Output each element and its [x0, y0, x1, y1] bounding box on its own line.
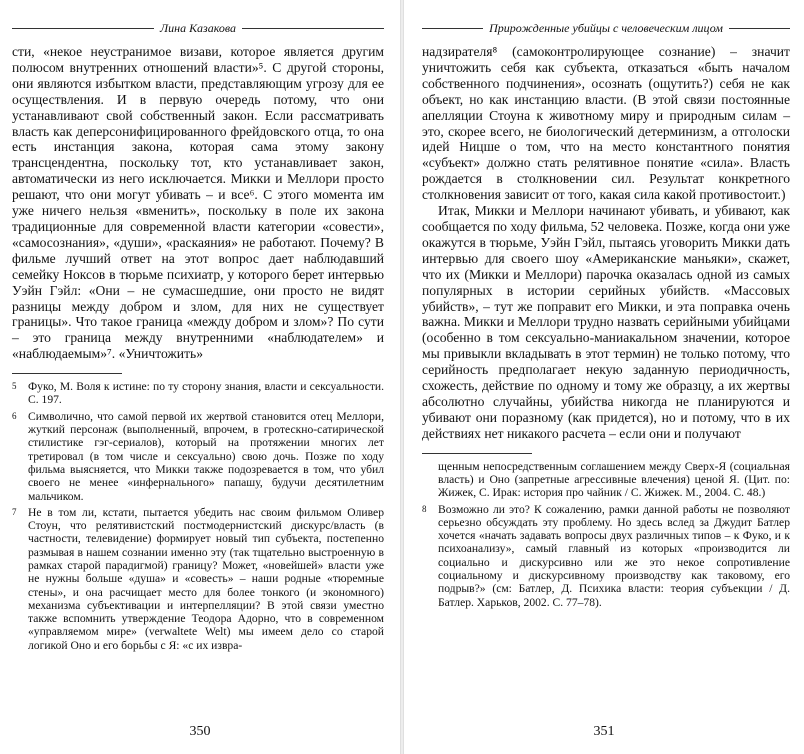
page-number-right: 351	[593, 724, 615, 739]
running-header-right	[422, 18, 790, 38]
header-author: Лина Казакова	[154, 21, 242, 35]
footnote-text: Возможно ли это? К сожалению, рамки данной работы не позволяют серьезно обсуждать эту проблему. Но здесь вслед за Джудит Батлер хочется «начать задавать вопросы двух различных типов – к Фуко, и к психоанализу», самый главный из которых «производится ли социально и дискурсивно или же это некое сопротивление социальному и дискурсивному производству как таковому, его подрыв?» (см: Батлер, Д. Психика власти: теория субъекции / Д. Батлер. Харьков, 2002. С. 77–78).	[438, 502, 790, 609]
paragraph: сти, «некое неустранимое визави, которое является другим полюсом внутренних отношений власти»⁵. С другой стороны, они являются избытком власти, представляющим угрозу для ее осуществления. И в первую очередь потому, что они устанавливают свой собственный закон. Если рассматривать власть как деперсонифицированного фрейдовского отца, то она есть инстанция закона, которая сама этому закону трансцендентна, поскольку тот, кто устанавливает закон, автоматически из него исключается. Микки и Меллори просто решают, что они могут убивать – и все⁶. С этого момента им уже ничего нельзя «вменить», поскольку в поле их закона традиционные для современной власти категории «совести», «самосознания», «души», «раскаяния» не работают. Почему? В фильме лучший ответ на этот вопрос дает наблюдавший семейку Ноксов в тюрьме психиатр, у которого берет интервью Уэйн Гэйл: «Они – не сумасшедшие, они просто не видят разницы между добром и злом, для них не существует границы». Что такое граница «между добром и злом»? По сути – это граница между внутренними «наблюдателем» и «наблюдаемым»⁷. «Уничтожить»	[12, 44, 384, 362]
paragraph: Итак, Микки и Меллори начинают убивать, и убивают, как сообщается по ходу фильма, 52 человека. Позже, когда они уже окажутся в тюрьме, Уэйн Гэйл, пытаясь уговорить Микки дать интервью для своего шоу «Американские маньяки», скажет, что их (Микки и Меллори) парочка оказалась одной из самых популярных в истории серийных убийств. «Массовых убийств», – тут же поправит его Микки, и эта поправка очень важна. Микки и Меллори трудно назвать серийными убийцами (особенно в том сексуально-маниакальном значении, которое мы привыкли вкладывать в этот термин) не только потому, что серийность предполагает некую заданную периодичность, схожесть, действие по одному и тому же образцу, а их жертвы абсолютно случайны, убийства никогда не планируются и убивают они поразному (как придется), но и потому, что в их действиях нет никакого расчета – если они и получают	[422, 203, 790, 441]
page-number-left: 350	[189, 724, 211, 739]
footnote-text: Символично, что самой первой их жертвой становится отец Меллори, жуткий персонаж (выполненный, впрочем, в гротескно-сатирической стилистике гэг-сериалов), который на протяжении многих лет третировал (в том числе и сексуально) свою дочь. Позже по ходу фильма выясняется, что Микки также подозревается в том, что убил своего не менее «инфернального» папашу, будучи десятилетним мальчиком.	[28, 409, 384, 503]
paragraph: надзирателя⁸ (самоконтролирующее сознание) – значит уничтожить себя как субъекта, отказаться «быть началом собственного подчинения», осознать (ощутить?) себя не как объект, но как инстанцию власти. (В этой связи постоянные апелляции Стоуна к животному миру и природным силам – это, скорее всего, не биологический детерминизм, а отголоски идей Ницше о том, что на место константного понятия «субъект» должно стать релятивное понятие «сила». Власть рождается в столкновении сил. Результат конкретного столкновения зависит от того, какая сила какой противостоит.)	[422, 44, 790, 203]
footnote-number: 5	[12, 381, 17, 392]
body-text-right	[422, 44, 790, 442]
body-text-left	[12, 44, 384, 362]
right-page	[404, 0, 804, 754]
footnote-continuation	[422, 460, 790, 500]
footnote-number: 8	[422, 503, 427, 514]
footnote-8	[422, 503, 790, 609]
left-page	[0, 0, 400, 754]
footnote-text: Не в том ли, кстати, пытается убедить нас своим фильмом Оливер Стоун, что релятивистский постмодернистский дискурс/власть (в частности, телевидение) формирует новый тип субъекта, постепенно размывая в нашем сознании именно эту (так тщательно выстроенную в рамках старой парадигмой) границу? Может, «новейшей» власти уже не нужны больше «душа» и «совесть» – наши родные «тюремные стены», и она расчищает место для более тонкого (и экономного) механизма субъективации и интерпелляции? В этой связи уместно также вспомнить утверждение Теодора Адорно, что в современном «управляемом мире» (verwaltete Welt) мы имеем дело со старой логикой Оно и его борьбы с Я: «с их извра-	[28, 505, 384, 652]
footnote-text: Фуко, М. Воля к истине: по ту сторону знания, власти и сексуальности. С. 197.	[28, 380, 384, 407]
header-title: Прирожденные убийцы с человеческим лицом	[483, 21, 729, 35]
footnote-rule	[12, 373, 122, 374]
footnote-5	[12, 380, 384, 407]
running-header-left	[12, 18, 384, 38]
footnote-6	[12, 410, 384, 503]
footnote-text: щенным непосредственным соглашением между Сверх-Я (социальная власть) и Оно (запретные агрессивные влечения) ценой Я. (Цит. по: Жижек, С. Ирак: история про чайник / С. Жижек. М., 2004. С. 48.)	[438, 459, 790, 500]
footnote-rule	[422, 453, 532, 454]
footnote-7	[12, 506, 384, 652]
footnote-number: 7	[12, 506, 17, 517]
footnote-number: 6	[12, 410, 17, 421]
